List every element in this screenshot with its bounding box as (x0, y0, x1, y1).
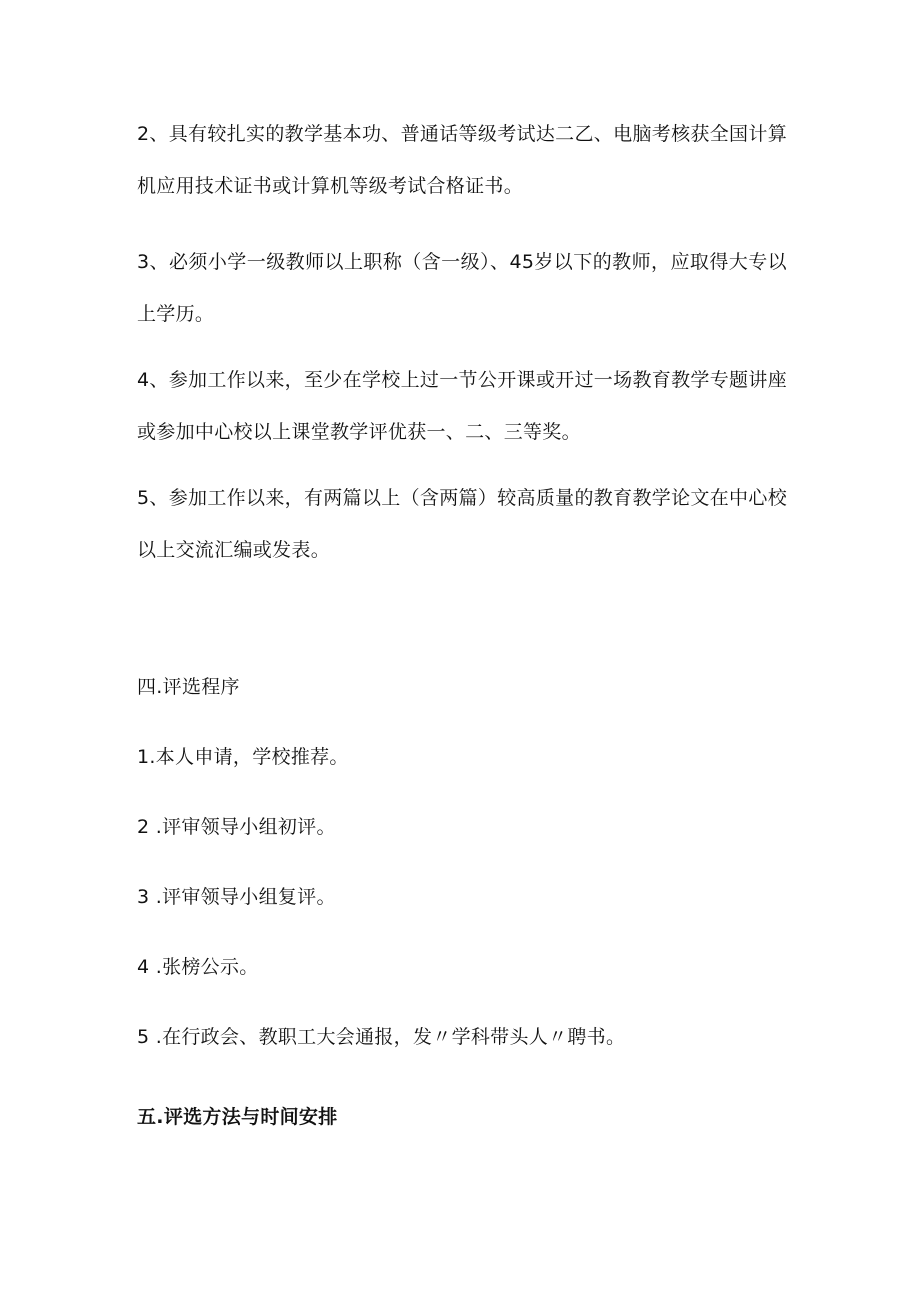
criterion-5: 5、参加工作以来，有两篇以上（含两篇）较高质量的教育教学论文在中心校以上交流汇编或发表。 (137, 487, 787, 561)
step-3: 3 .评审领导小组复评。 (137, 886, 336, 908)
step-5: 5 .在行政会、教职工大会通报，发〃学科带头人〃聘书。 (137, 1026, 626, 1048)
step-1: 1.本人申请，学校推荐。 (137, 746, 349, 768)
step-2: 2 .评审领导小组初评。 (137, 816, 336, 838)
step-4: 4 .张榜公示。 (137, 956, 259, 978)
section-4-heading: 四.评选程序 (137, 676, 240, 698)
criterion-4: 4、参加工作以来，至少在学校上过一节公开课或开过一场教育教学专题讲座或参加中心校以上课堂教学评优获一、二、三等奖。 (137, 369, 787, 443)
criterion-2: 2、具有较扎实的教学基本功、普通话等级考试达二乙、电脑考核获全国计算机应用技术证书或计算机等级考试合格证书。 (137, 123, 787, 197)
section-5-heading: 五.评选方法与时间安排 (137, 1106, 338, 1128)
criterion-3: 3、必须小学一级教师以上职称（含一级）、45岁以下的教师，应取得大专以上学历。 (137, 251, 787, 325)
